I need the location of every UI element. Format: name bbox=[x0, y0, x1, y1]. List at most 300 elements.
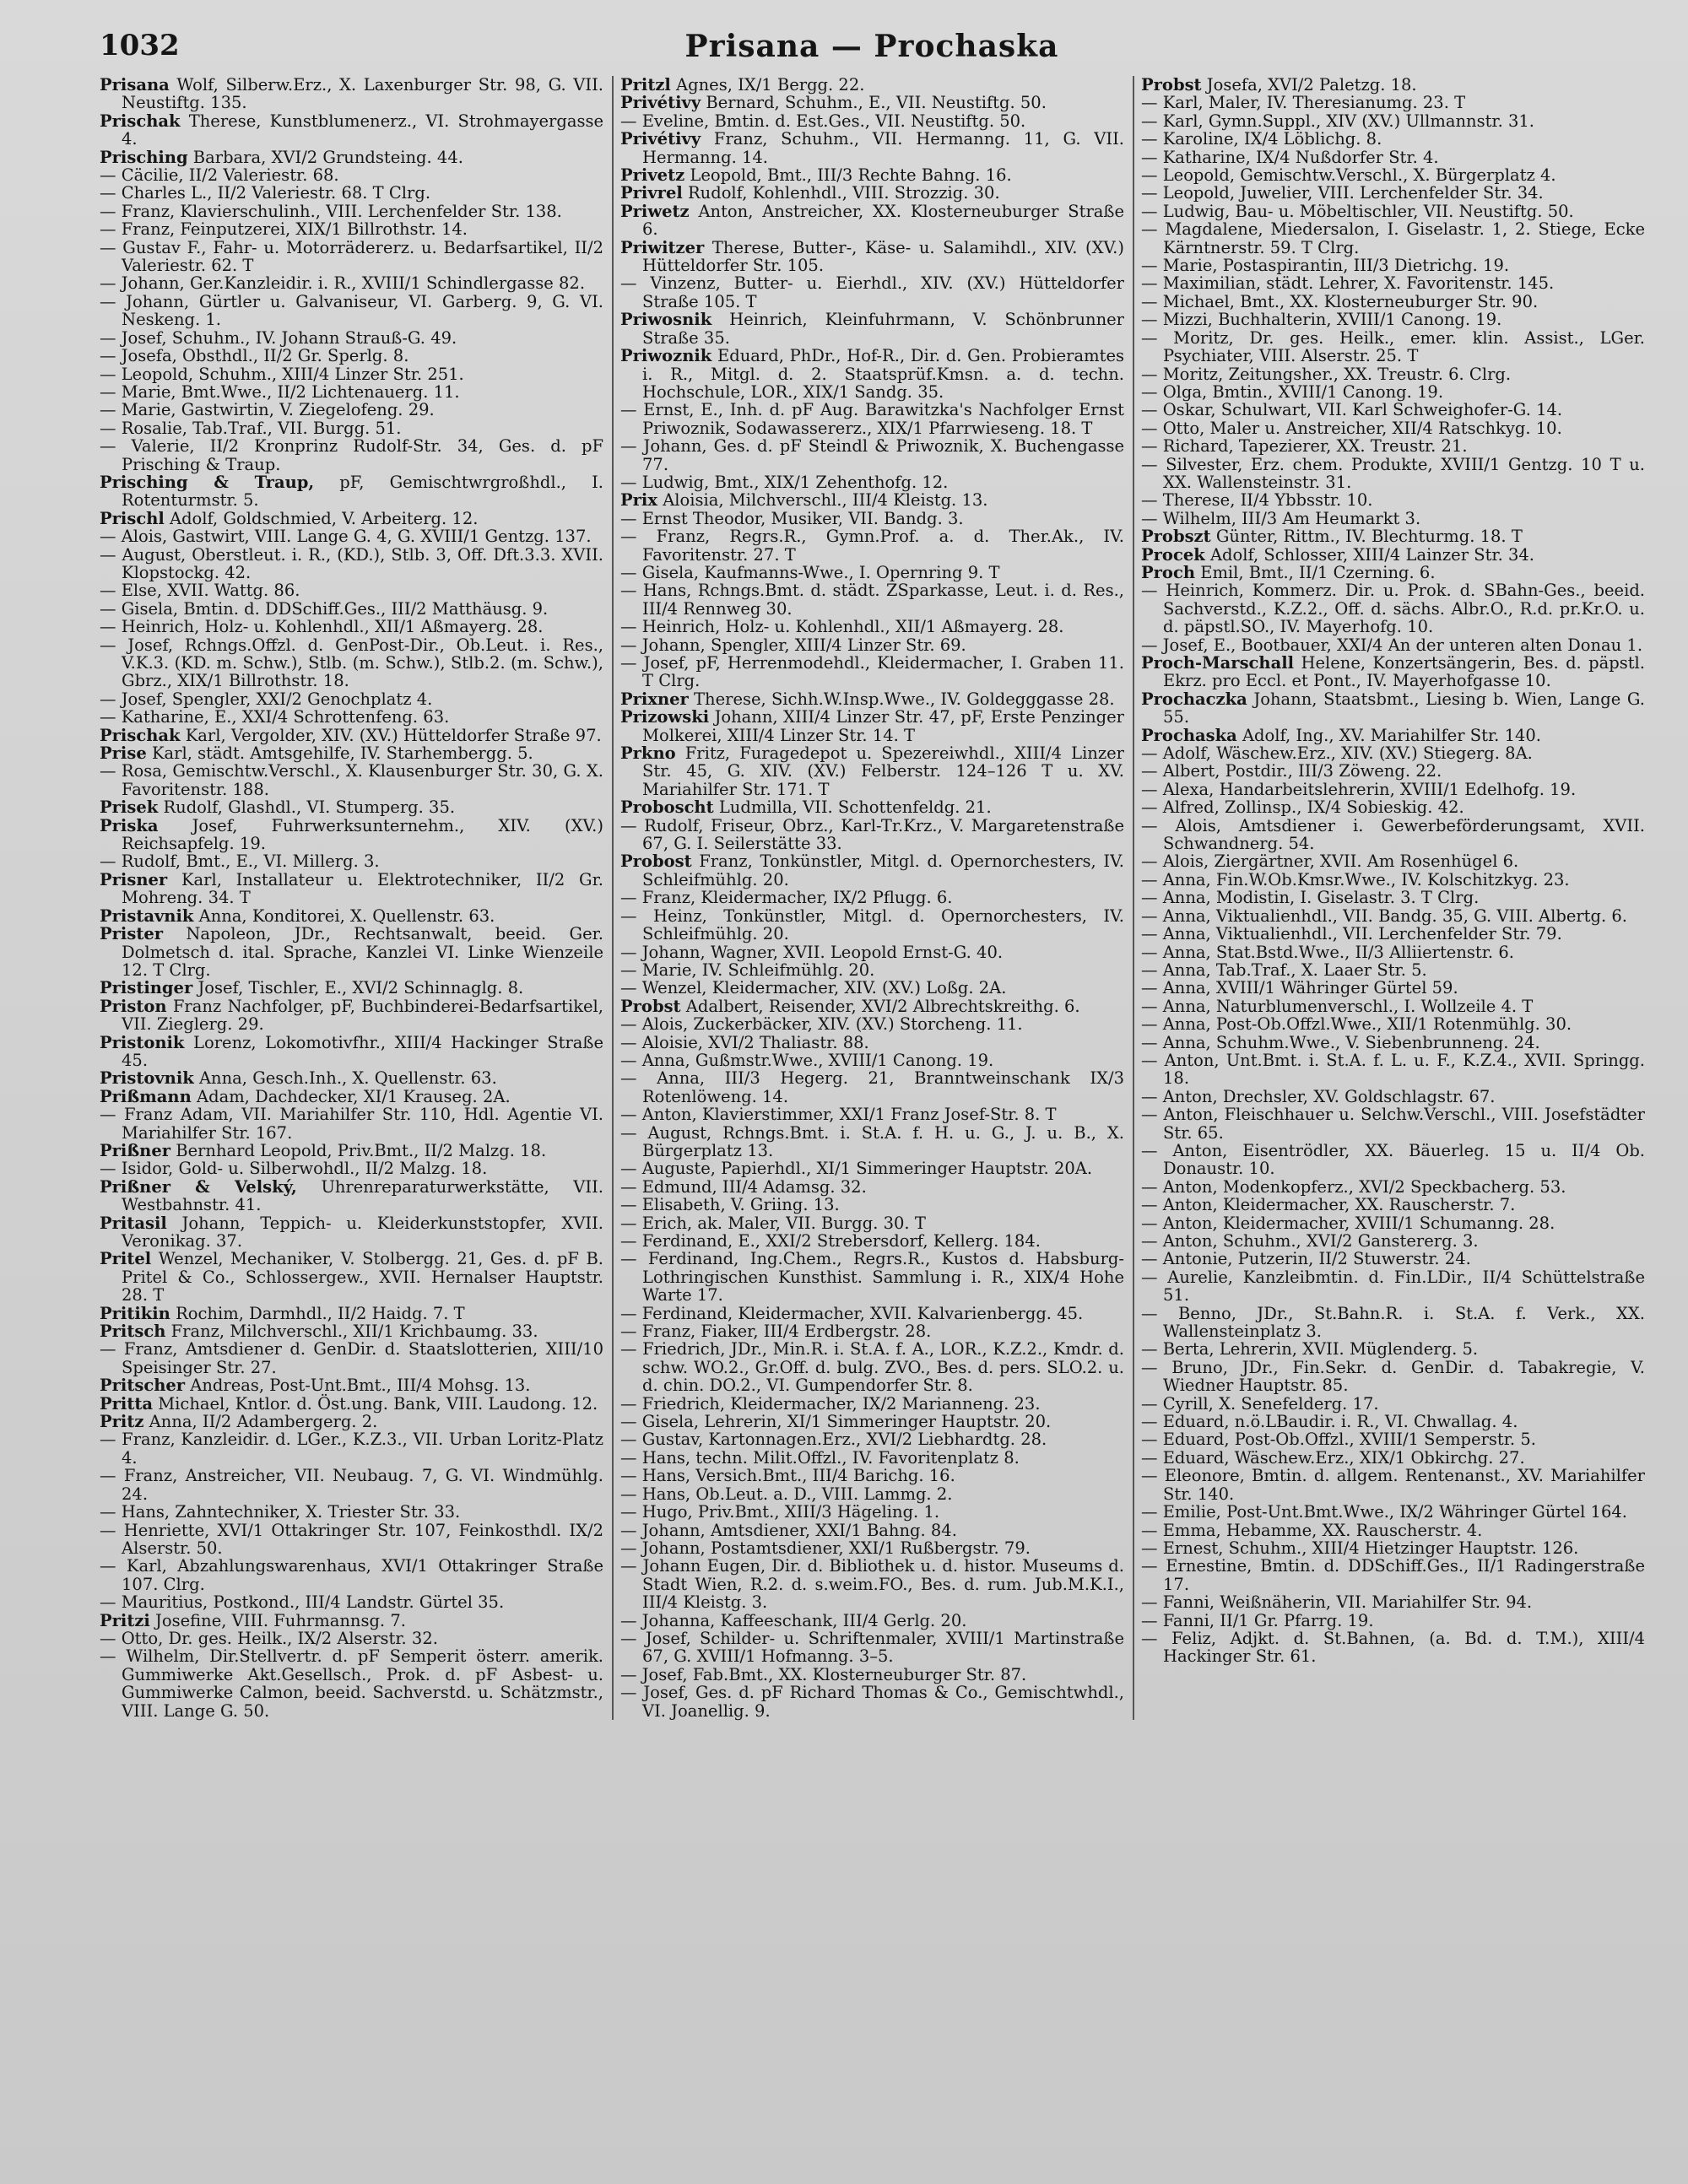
directory-entry bbox=[620, 203, 1124, 239]
directory-entry bbox=[620, 817, 1124, 853]
entry-details: Adolf, Ing., XV. Mariahilfer Str. 140. bbox=[1242, 725, 1541, 745]
entry-details: Bernhard Leopold, Priv.Bmt., II/2 Malzg. 18. bbox=[176, 1140, 547, 1160]
directory-entry bbox=[620, 618, 1124, 635]
entry-details: Eduard, PhDr., Hof-R., Dir. d. Gen. Probieramtes i. R., Mitgl. d. 2. Staatsprüf.Kmsn. a. d. techn. Hochschule, LOR., XIX/1 Sandg. 35. bbox=[642, 346, 1124, 402]
directory-entry bbox=[1141, 94, 1645, 111]
entry-details: — Alois, Zuckerbäcker, XIV. (XV.) Storcheng. 11. bbox=[620, 1014, 1023, 1035]
directory-entry bbox=[620, 1449, 1124, 1467]
directory-entry bbox=[100, 744, 603, 762]
directory-entry bbox=[100, 581, 603, 599]
entry-details: — Anton, Fleischhauer u. Selchw.Verschl., VIII. Josefstädter Str. 65. bbox=[1141, 1105, 1645, 1143]
directory-entry bbox=[620, 852, 1124, 889]
directory-entry bbox=[1141, 781, 1645, 798]
directory-entry bbox=[100, 347, 603, 365]
entry-details: — Adolf, Wäschew.Erz., XIV. (XV.) Stiegerg. 8A. bbox=[1141, 743, 1533, 764]
entry-details: — Hans, Rchngs.Bmt. d. städt. ZSparkasse, Leut. i. d. Res., III/4 Rennweg 30. bbox=[620, 581, 1124, 619]
entry-surname: Pritasil bbox=[100, 1213, 167, 1233]
entry-details: Josefine, VIII. Fuhrmannsg. 7. bbox=[155, 1610, 406, 1630]
entry-surname: Pritikin bbox=[100, 1303, 170, 1323]
entry-details: — Marie, Bmt.Wwe., II/2 Lichtenauerg. 11. bbox=[100, 381, 460, 402]
directory-entry bbox=[100, 239, 603, 275]
entry-details: — Moritz, Zeitungsher., XX. Treustr. 6. Clrg. bbox=[1141, 364, 1512, 384]
directory-entry bbox=[100, 274, 603, 292]
directory-entry bbox=[620, 1522, 1124, 1539]
entry-details: Rudolf, Kohlenhdl., VIII. Strozzig. 30. bbox=[687, 183, 1000, 203]
entry-details: — Michael, Bmt., XX. Klosterneuburger Str. 90. bbox=[1141, 291, 1539, 311]
directory-entry bbox=[620, 1232, 1124, 1250]
entry-details: — Franz, Feinputzerei, XIX/1 Billrothstr. 14. bbox=[100, 219, 468, 240]
directory-entry bbox=[620, 347, 1124, 401]
entry-surname: Pritz bbox=[100, 1412, 144, 1432]
directory-entry bbox=[1141, 184, 1645, 202]
entry-details: — Anna, III/3 Hegerg. 21, Branntweinschank IX/3 Rotenlöweng. 14. bbox=[620, 1068, 1124, 1106]
entry-details: — Alois, Gastwirt, VIII. Lange G. 4, G. XVIII/1 Gentzg. 137. bbox=[100, 527, 592, 547]
entry-surname: Prisner bbox=[100, 869, 168, 889]
entry-surname: Prisching & Traup, bbox=[100, 472, 315, 492]
entry-details: — Alexa, Handarbeitslehrerin, XVIII/1 Edelhofg. 19. bbox=[1141, 779, 1577, 799]
entry-surname: Proboscht bbox=[620, 797, 714, 818]
entry-details: — Hans, Versich.Bmt., III/4 Barichg. 16. bbox=[620, 1466, 955, 1486]
directory-entry bbox=[100, 1376, 603, 1394]
entry-surname: Prißmann bbox=[100, 1086, 192, 1106]
entry-details: — Eduard, n.ö.LBaudir. i. R., VI. Chwallag. 4. bbox=[1141, 1412, 1518, 1432]
directory-entry bbox=[100, 1322, 603, 1340]
entry-details: — Aurelie, Kanzleibmtin. d. Fin.LDir., II/4 Schüttelstraße 51. bbox=[1141, 1267, 1645, 1306]
entry-details: — Ferdinand, E., XXI/2 Strebersdorf, Kellerg. 184. bbox=[620, 1231, 1041, 1251]
entry-details: Karl, Installateur u. Elektrotechniker, II/2 Gr. Mohreng. 34. T bbox=[122, 869, 603, 908]
directory-entry bbox=[1141, 961, 1645, 979]
directory-entry bbox=[100, 1467, 603, 1503]
entry-details: — Mizzi, Buchhalterin, XVIII/1 Canong. 19. bbox=[1141, 310, 1502, 330]
entry-details: — Anton, Klavierstimmer, XXI/1 Franz Josef-Str. 8. T bbox=[620, 1105, 1057, 1125]
directory-entry bbox=[1141, 581, 1645, 635]
directory-entry bbox=[1141, 1522, 1645, 1539]
entry-surname: Pritel bbox=[100, 1249, 152, 1269]
directory-entry bbox=[100, 727, 603, 744]
directory-entry bbox=[620, 1503, 1124, 1521]
directory-entry bbox=[620, 564, 1124, 581]
directory-entry bbox=[620, 311, 1124, 347]
entry-details: — Anton, Modenkopferz., XVI/2 Speckbacherg. 53. bbox=[1141, 1176, 1566, 1197]
entry-details: Andreas, Post-Unt.Bmt., III/4 Mohsg. 13. bbox=[190, 1376, 531, 1396]
directory-entry bbox=[1141, 798, 1645, 816]
entry-details: — Marie, Gastwirtin, V. Ziegelofeng. 29. bbox=[100, 400, 435, 420]
entry-details: Josefa, XVI/2 Paletzg. 18. bbox=[1206, 75, 1417, 95]
entry-details: — Josef, E., Bootbauer, XXI/4 An der unteren alten Donau 1. bbox=[1141, 635, 1643, 655]
entry-details: — Josef, pF, Herrenmodehdl., Kleidermacher, I. Graben 11. T Clrg. bbox=[620, 653, 1124, 691]
directory-entry bbox=[100, 618, 603, 635]
entry-details: — Otto, Maler u. Anstreicher, XII/4 Ratschkyg. 10. bbox=[1141, 418, 1562, 438]
directory-entry bbox=[620, 1305, 1124, 1322]
directory-entry bbox=[620, 1322, 1124, 1340]
entry-details: — Ferdinand, Ing.Chem., Regrs.R., Kustos d. Habsburg-Lothringischen Kunsthist. Sammlung i. R., XIX/4 Hohe Warte 17. bbox=[620, 1249, 1124, 1306]
directory-entry bbox=[1141, 907, 1645, 925]
entry-details: — Franz, Kanzleidir. d. LGer., K.Z.3., VII. Urban Loritz-Platz 4. bbox=[100, 1430, 603, 1468]
entry-details: — Anna, Tab.Traf., X. Laaer Str. 5. bbox=[1141, 960, 1427, 980]
entry-details: Therese, Sichh.W.Insp.Wwe., IV. Goldegggasse 28. bbox=[694, 689, 1115, 709]
directory-entry bbox=[620, 1069, 1124, 1106]
entry-details: — Anton, Eisentrödler, XX. Bäuerleg. 15 u. II/4 Ob. Donaustr. 10. bbox=[1141, 1140, 1645, 1179]
entry-details: Günter, Rittm., IV. Blechturmg. 18. T bbox=[1215, 527, 1523, 547]
entry-details: — Johann, Wagner, XVII. Leopold Ernst-G. 40. bbox=[620, 942, 1004, 962]
directory-entry bbox=[1141, 979, 1645, 997]
entry-details: — Aloisie, XVI/2 Thaliastr. 88. bbox=[620, 1032, 869, 1052]
entry-details: Fritz, Furagedepot u. Spezereiwhdl., XIII/4 Linzer Str. 45, G. XIV. (XV.) Felberstr. 124–126 T u. XV. Mariahilfer Str. 171. T bbox=[642, 743, 1124, 799]
entry-surname: Prischak bbox=[100, 725, 181, 745]
entry-details: — Gustav, Kartonnagen.Erz., XVI/2 Liebhardtg. 28. bbox=[620, 1430, 1047, 1450]
directory-entry bbox=[1141, 527, 1645, 545]
directory-entry bbox=[100, 1106, 603, 1142]
entry-details: — Maximilian, städt. Lehrer, X. Favoritenstr. 145. bbox=[1141, 273, 1555, 294]
entry-details: — Antonie, Putzerin, II/2 Stuwerstr. 24. bbox=[1141, 1249, 1471, 1269]
entry-details: Anton, Anstreicher, XX. Klosterneuburger Straße 6. bbox=[642, 201, 1124, 240]
directory-entry bbox=[1141, 1612, 1645, 1630]
entry-details: Therese, Butter-, Käse- u. Salamihdl., XIV. (XV.) Hütteldorfer Str. 105. bbox=[642, 237, 1124, 276]
entry-details: — Anna, Viktualienhdl., VII. Lerchenfelder Str. 79. bbox=[1141, 924, 1562, 944]
entry-details: — Fanni, II/1 Gr. Pfarrg. 19. bbox=[1141, 1610, 1374, 1630]
entry-details: — Cäcilie, II/2 Valeriestr. 68. bbox=[100, 165, 339, 186]
directory-entry bbox=[620, 1684, 1124, 1720]
entry-details: — Karl, Maler, IV. Theresianumg. 23. T bbox=[1141, 93, 1466, 113]
directory-entry bbox=[100, 1142, 603, 1160]
entry-details: — Wilhelm, Dir.Stellvertr. d. pF Semperit österr. amerik. Gummiwerke Akt.Gesellsch., Prok. d. pF Asbest- u. Gummiwerke Calmon, beeid. Sachverstd. u. Schätzmstr., VIII. Lange G. 50. bbox=[100, 1646, 603, 1721]
entry-surname: Pritzi bbox=[100, 1610, 150, 1630]
directory-entry bbox=[100, 184, 603, 202]
entry-details: Adalbert, Reisender, XVI/2 Albrechtskreithg. 6. bbox=[685, 996, 1080, 1016]
entry-details: — Silvester, Erz. chem. Produkte, XVIII/1 Gentzg. 10 T u. XX. Wallensteinstr. 31. bbox=[1141, 454, 1645, 492]
entry-surname: Pristonik bbox=[100, 1032, 185, 1052]
entry-details: — Anna, Naturblumenverschl., I. Wollzeile 4. T bbox=[1141, 996, 1534, 1016]
entry-details: — Leopold, Juwelier, VIII. Lerchenfelder Str. 34. bbox=[1141, 183, 1544, 203]
directory-entry bbox=[1141, 1196, 1645, 1214]
entry-details: — Ludwig, Bmt., XIX/1 Zehenthofg. 12. bbox=[620, 472, 949, 492]
entry-details: Lorenz, Lokomotivfhr., XIII/4 Hackinger Straße 45. bbox=[122, 1032, 603, 1070]
entry-details: Ludmilla, VII. Schottenfeldg. 21. bbox=[718, 797, 992, 818]
directory-entry bbox=[620, 1124, 1124, 1160]
entry-surname: Probost bbox=[620, 851, 692, 872]
entry-details: — Else, XVII. Wattg. 86. bbox=[100, 581, 300, 601]
entry-details: — Emilie, Post-Unt.Bmt.Wwe., IX/2 Währinger Gürtel 164. bbox=[1141, 1502, 1627, 1522]
entry-surname: Prisana bbox=[100, 75, 170, 95]
entry-details: — Karl, Abzahlungswarenhaus, XVI/1 Ottakringer Straße 107. Clrg. bbox=[100, 1556, 603, 1594]
directory-entry bbox=[620, 1430, 1124, 1448]
entry-details: — Franz, Regrs.R., Gymn.Prof. a. d. Ther.Ak., IV. Favoritenstr. 27. T bbox=[620, 527, 1124, 565]
directory-entry bbox=[100, 1395, 603, 1413]
entry-details: — Elisabeth, V. Griing. 13. bbox=[620, 1195, 840, 1215]
entry-surname: Priska bbox=[100, 815, 159, 835]
entry-details: — Karl, Gymn.Suppl., XIV (XV.) Ullmannstr. 31. bbox=[1141, 111, 1535, 131]
entry-details: — Friedrich, JDr., Min.R. i. St.A. f. A., LOR., K.Z.2., Kmdr. d. schw. WO.2., Gr.Off. d. bulg. ZVO., Bes. d. pers. SLO.2. u. d. chin. DO.2., VI. Gumpendorfer Str. 8. bbox=[620, 1339, 1124, 1396]
directory-entry bbox=[100, 203, 603, 220]
directory-entry bbox=[100, 546, 603, 582]
directory-entry bbox=[1141, 889, 1645, 906]
directory-entry bbox=[100, 76, 603, 112]
entry-details: Barbara, XVI/2 Grundsteing. 44. bbox=[192, 147, 463, 167]
directory-entry bbox=[100, 1503, 603, 1521]
entry-details: — Charles L., II/2 Valeriestr. 68. T Clrg. bbox=[100, 183, 431, 203]
directory-entry bbox=[620, 527, 1124, 564]
directory-entry bbox=[620, 654, 1124, 690]
entry-details: — Josef, Fab.Bmt., XX. Klosterneuburger Str. 87. bbox=[620, 1664, 1027, 1684]
directory-entry bbox=[100, 1593, 603, 1611]
entry-details: Wenzel, Mechaniker, V. Stolbergg. 21, Ges. d. pF B. Pritel & Co., Schlossergew., XVII. Hernalser Hauptstr. 28. T bbox=[122, 1249, 603, 1306]
directory-entry bbox=[620, 274, 1124, 311]
directory-entry bbox=[100, 437, 603, 473]
entry-details: Adolf, Goldschmied, V. Arbeiterg. 12. bbox=[169, 508, 479, 528]
entry-details: — Anna, Post-Ob.Offzl.Wwe., XII/1 Rotenmühlg. 30. bbox=[1141, 1014, 1572, 1035]
directory-entry bbox=[100, 1340, 603, 1376]
directory-entry bbox=[1141, 1250, 1645, 1268]
directory-entry bbox=[1141, 1340, 1645, 1358]
entry-details: — Hans, Zahntechniker, X. Triester Str. 33. bbox=[100, 1502, 461, 1522]
entry-details: — Eleonore, Bmtin. d. allgem. Rentenanst., XV. Mariahilfer Str. 140. bbox=[1141, 1466, 1645, 1504]
entry-details: — Eduard, Post-Ob.Offzl., XVIII/1 Semperstr. 5. bbox=[1141, 1430, 1536, 1450]
directory-entry bbox=[1141, 1051, 1645, 1088]
directory-entry bbox=[100, 329, 603, 347]
entry-details: Karl, städt. Amtsgehilfe, IV. Starhembergg. 5. bbox=[151, 743, 533, 764]
directory-entry bbox=[1141, 166, 1645, 184]
entry-details: — Bruno, JDr., Fin.Sekr. d. GenDir. d. Tabakregie, V. Wiedner Hauptstr. 85. bbox=[1141, 1357, 1645, 1396]
entry-surname: Prisching bbox=[100, 147, 188, 167]
entry-surname: Prochaczka bbox=[1141, 689, 1247, 709]
directory-entry bbox=[620, 979, 1124, 997]
entry-surname: Privrel bbox=[620, 183, 683, 203]
directory-entry bbox=[1141, 203, 1645, 220]
entry-details: — Ernestine, Bmtin. d. DDSchiff.Ges., II/1 Radingerstraße 17. bbox=[1141, 1556, 1645, 1594]
directory-entry bbox=[620, 1666, 1124, 1684]
directory-entry bbox=[620, 1034, 1124, 1051]
directory-entry bbox=[100, 1214, 603, 1251]
entry-details: — Anna, Schuhm.Wwe., V. Siebenbrunneng. 24. bbox=[1141, 1032, 1540, 1052]
directory-entry bbox=[620, 1178, 1124, 1196]
entry-details: — Johann, Gürtler u. Galvaniseur, VI. Garberg. 9, G. VI. Neskeng. 1. bbox=[100, 291, 603, 330]
entry-details: — Katharine, IX/4 Nußdorfer Str. 4. bbox=[1141, 147, 1439, 167]
entry-details: Johann, XIII/4 Linzer Str. 47, pF, Erste Penzinger Molkerei, XIII/4 Linzer Str. 14. T bbox=[642, 707, 1125, 745]
directory-entry bbox=[1141, 1430, 1645, 1448]
entry-details: Anna, II/2 Adambergerg. 2. bbox=[149, 1412, 378, 1432]
directory-entry bbox=[1141, 220, 1645, 257]
directory-entry bbox=[620, 94, 1124, 111]
entry-details: pF, Gemischtwrgroßhdl., I. Rotenturmstr. 5. bbox=[122, 472, 603, 511]
directory-entry bbox=[1141, 510, 1645, 527]
directory-entry bbox=[100, 1088, 603, 1106]
directory-entry bbox=[620, 1250, 1124, 1304]
entry-surname: Prkno bbox=[620, 743, 676, 764]
entry-surname: Prißner & Velský, bbox=[100, 1176, 297, 1197]
entry-details: — Johann, Postamtsdiener, XXI/1 Rußbergstr. 79. bbox=[620, 1538, 1031, 1558]
entry-details: Adolf, Schlosser, XIII/4 Lainzer Str. 34. bbox=[1209, 544, 1534, 565]
directory-entry bbox=[1141, 1395, 1645, 1413]
directory-entry bbox=[1141, 727, 1645, 744]
page-header bbox=[100, 24, 1644, 76]
columns bbox=[100, 76, 1644, 1720]
directory-entry bbox=[100, 817, 603, 853]
entry-details: — Wilhelm, III/3 Am Heumarkt 3. bbox=[1141, 508, 1421, 528]
directory-entry bbox=[620, 1106, 1124, 1123]
entry-details: — Anton, Schuhm., XVI/2 Ganstererg. 3. bbox=[1141, 1231, 1479, 1251]
entry-details: — Feliz, Adjkt. d. St.Bahnen, (a. Bd. d. T.M.), XIII/4 Hackinger Str. 61. bbox=[1141, 1628, 1645, 1667]
entry-details: — Franz, Kleidermacher, IX/2 Pflugg. 6. bbox=[620, 888, 953, 908]
entry-details: — Emma, Hebamme, XX. Rauscherstr. 4. bbox=[1141, 1520, 1483, 1540]
entry-details: — Ludwig, Bau- u. Möbeltischler, VII. Neustiftg. 50. bbox=[1141, 201, 1574, 221]
directory-entry bbox=[100, 1178, 603, 1214]
entry-details: — Josef, Ges. d. pF Richard Thomas & Co., Gemischtwhdl., VI. Joanellig. 9. bbox=[620, 1683, 1124, 1721]
entry-details: Josef, Tischler, E., XVI/2 Schinnaglg. 8. bbox=[197, 978, 524, 998]
directory-entry bbox=[100, 510, 603, 527]
entry-details: — Franz Adam, VII. Mariahilfer Str. 110, Hdl. Agentie VI. Mariahilfer Str. 167. bbox=[100, 1105, 603, 1143]
entry-details: — Isidor, Gold- u. Silberwohdl., II/2 Malzg. 18. bbox=[100, 1159, 488, 1179]
directory-entry bbox=[100, 708, 603, 726]
directory-entry bbox=[1141, 690, 1645, 727]
directory-entry bbox=[620, 581, 1124, 618]
entry-details: — Anna, Modistin, I. Giselastr. 3. T Clrg. bbox=[1141, 888, 1480, 908]
entry-details: — Heinrich, Holz- u. Kohlenhdl., XII/1 Aßmayerg. 28. bbox=[620, 617, 1064, 637]
directory-entry bbox=[620, 1051, 1124, 1069]
entry-details: — Hugo, Priv.Bmt., XIII/3 Hägeling. 1. bbox=[620, 1502, 940, 1522]
running-title: Prisana — Prochaska bbox=[684, 29, 1059, 64]
entry-details: — Johanna, Kaffeeschank, III/4 Gerlg. 20. bbox=[620, 1610, 967, 1630]
entry-details: Franz, Milchverschl., XII/1 Krichbaumg. 33. bbox=[170, 1322, 538, 1342]
directory-entry bbox=[100, 1413, 603, 1430]
entry-details: — Marie, IV. Schleifmühlg. 20. bbox=[620, 960, 875, 980]
directory-entry bbox=[1141, 456, 1645, 492]
directory-entry bbox=[100, 1250, 603, 1304]
directory-entry bbox=[1141, 1557, 1645, 1593]
entry-details: Uhrenreparaturwerkstätte, VII. Westbahnstr. 41. bbox=[122, 1176, 603, 1215]
directory-entry bbox=[1141, 1268, 1645, 1305]
directory-entry bbox=[1141, 943, 1645, 961]
directory-entry bbox=[100, 1630, 603, 1647]
directory-entry bbox=[1141, 1214, 1645, 1232]
directory-entry bbox=[1141, 1593, 1645, 1611]
entry-surname: Prochaska bbox=[1141, 725, 1237, 745]
entry-details: — Anna, Gußmstr.Wwe., XVIII/1 Canong. 19. bbox=[620, 1050, 994, 1070]
directory-entry bbox=[1141, 997, 1645, 1015]
directory-entry bbox=[620, 889, 1124, 906]
entry-details: — Eduard, Wäschew.Erz., XIX/1 Obkirchg. 27. bbox=[1141, 1447, 1525, 1468]
directory-entry bbox=[620, 130, 1124, 166]
directory-entry bbox=[100, 220, 603, 238]
directory-entry bbox=[100, 401, 603, 419]
directory-entry bbox=[100, 798, 603, 816]
directory-entry bbox=[620, 1015, 1124, 1033]
entry-surname: Privétivy bbox=[620, 129, 701, 149]
entry-details: — Leopold, Gemischtw.Verschl., X. Bürgerplatz 4. bbox=[1141, 165, 1556, 186]
entry-details: — Olga, Bmtin., XVIII/1 Canong. 19. bbox=[1141, 381, 1444, 402]
entry-details: — Anna, Stat.Bstd.Wwe., II/3 Alliiertenstr. 6. bbox=[1141, 942, 1514, 962]
entry-surname: Probst bbox=[1141, 75, 1202, 95]
directory-entry bbox=[620, 473, 1124, 491]
entry-surname: Prißner bbox=[100, 1140, 171, 1160]
column-1 bbox=[100, 76, 603, 1720]
entry-surname: Proch-Marschall bbox=[1141, 653, 1295, 673]
entry-surname: Prisek bbox=[100, 797, 159, 818]
entry-details: — Mauritius, Postkond., III/4 Landstr. Gürtel 35. bbox=[100, 1592, 505, 1613]
directory-entry bbox=[1141, 871, 1645, 889]
entry-details: — Auguste, Papierhdl., XI/1 Simmeringer Hauptstr. 20A. bbox=[620, 1159, 1093, 1179]
entry-details: — Wenzel, Kleidermacher, XIV. (XV.) Loßg. 2A. bbox=[620, 978, 1007, 998]
entry-surname: Prix bbox=[620, 490, 657, 511]
directory-entry bbox=[1141, 925, 1645, 943]
directory-entry bbox=[620, 401, 1124, 437]
entry-details: — Anton, Kleidermacher, XX. Rauscherstr. 7. bbox=[1141, 1195, 1516, 1215]
entry-details: — Josef, Schuhm., IV. Johann Strauß-G. 49. bbox=[100, 327, 457, 348]
entry-details: — Gisela, Kaufmanns-Wwe., I. Opernring 9. T bbox=[620, 562, 1000, 582]
directory-entry bbox=[620, 491, 1124, 509]
directory-entry bbox=[620, 1485, 1124, 1503]
entry-details: — Hans, techn. Milit.Offzl., IV. Favoritenplatz 8. bbox=[620, 1447, 1020, 1468]
directory-entry bbox=[100, 365, 603, 383]
entry-details: — Ernst, E., Inh. d. pF Aug. Barawitzka's Nachfolger Ernst Priwoznik, Sodawassererz., XIX/1 Pfarrwieseng. 18. T bbox=[620, 400, 1124, 438]
directory-entry bbox=[1141, 257, 1645, 274]
entry-details: Rudolf, Glashdl., VI. Stumperg. 35. bbox=[163, 797, 456, 818]
entry-surname: Pristavnik bbox=[100, 905, 194, 926]
directory-entry bbox=[100, 293, 603, 329]
entry-details: — Anton, Unt.Bmt. i. St.A. f. L. u. F., K.Z.4., XVII. Springg. 18. bbox=[1141, 1050, 1645, 1089]
entry-surname: Procek bbox=[1141, 544, 1205, 565]
directory-entry bbox=[1141, 654, 1645, 690]
directory-entry bbox=[620, 1196, 1124, 1214]
directory-entry bbox=[1141, 1359, 1645, 1395]
directory-entry bbox=[1141, 1232, 1645, 1250]
entry-surname: Privétivy bbox=[620, 93, 701, 113]
entry-details: — Gisela, Bmtin. d. DDSchiff.Ges., III/2 Matthäusg. 9. bbox=[100, 598, 549, 619]
directory-entry bbox=[100, 1612, 603, 1630]
directory-entry bbox=[1141, 817, 1645, 853]
directory-entry bbox=[620, 76, 1124, 94]
entry-details: — Vinzenz, Butter- u. Eierhdl., XIV. (XV.) Hütteldorfer Straße 105. T bbox=[620, 273, 1124, 311]
directory-entry bbox=[620, 1160, 1124, 1177]
directory-entry bbox=[620, 1612, 1124, 1630]
entry-surname: Pritta bbox=[100, 1393, 153, 1414]
entry-surname: Proch bbox=[1141, 562, 1195, 582]
entry-details: — Josef, Spengler, XXI/2 Genochplatz 4. bbox=[100, 689, 433, 709]
entry-surname: Priwoznik bbox=[620, 346, 712, 366]
directory-entry bbox=[100, 997, 603, 1034]
entry-surname: Prise bbox=[100, 743, 147, 764]
directory-entry bbox=[1141, 383, 1645, 401]
directory-entry bbox=[1141, 1015, 1645, 1033]
entry-surname: Priston bbox=[100, 996, 167, 1016]
directory-entry bbox=[620, 907, 1124, 943]
directory-entry bbox=[620, 166, 1124, 184]
entry-details: — Franz, Anstreicher, VII. Neubaug. 7, G. VI. Windmühlg. 24. bbox=[100, 1466, 603, 1504]
directory-entry bbox=[1141, 1178, 1645, 1196]
directory-entry bbox=[100, 600, 603, 618]
entry-surname: Prister bbox=[100, 924, 164, 944]
entry-details: Agnes, IX/1 Bergg. 22. bbox=[676, 75, 865, 95]
entry-details: — Rosalie, Tab.Traf., VII. Burgg. 51. bbox=[100, 418, 402, 438]
entry-details: — Franz, Klavierschulinh., VIII. Lerchenfelder Str. 138. bbox=[100, 201, 562, 221]
entry-details: Adam, Dachdecker, XI/1 Krauseg. 2A. bbox=[197, 1086, 511, 1106]
directory-entry bbox=[620, 744, 1124, 798]
directory-entry bbox=[100, 1069, 603, 1087]
entry-details: — Johann, Spengler, XIII/4 Linzer Str. 69. bbox=[620, 635, 966, 655]
directory-entry bbox=[1141, 437, 1645, 455]
entry-details: Franz Nachfolger, pF, Buchbinderei-Bedarfsartikel, VII. Zieglerg. 29. bbox=[122, 996, 603, 1035]
entry-details: — Josef, Rchngs.Offzl. d. GenPost-Dir., Ob.Leut. i. Res., V.K.3. (KD. m. Schw.), Stlb. (m. Schw.), Stlb.2. (m. Schw.), Gbrz., XIX/1 Billrothstr. 18. bbox=[100, 635, 603, 691]
entry-details: — Albert, Postdir., III/3 Zöweng. 22. bbox=[1141, 761, 1442, 781]
directory-entry bbox=[1141, 1630, 1645, 1666]
directory-entry bbox=[100, 762, 603, 798]
entry-details: — Berta, Lehrerin, XVII. Müglenderg. 5. bbox=[1141, 1339, 1479, 1360]
entry-details: Heinrich, Kleinfuhrmann, V. Schönbrunner Straße 35. bbox=[642, 310, 1124, 348]
entry-details: Bernard, Schuhm., E., VII. Neustiftg. 50. bbox=[706, 93, 1047, 113]
directory-entry bbox=[1141, 329, 1645, 365]
entry-details: — Marie, Postaspirantin, III/3 Dietrichg. 19. bbox=[1141, 256, 1510, 276]
entry-details: — Alois, Amtsdiener i. Gewerbeförderungsamt, XVII. Schwandnerg. 54. bbox=[1141, 815, 1645, 854]
entry-details: — Friedrich, Kleidermacher, IX/2 Marianneng. 23. bbox=[620, 1393, 1041, 1414]
